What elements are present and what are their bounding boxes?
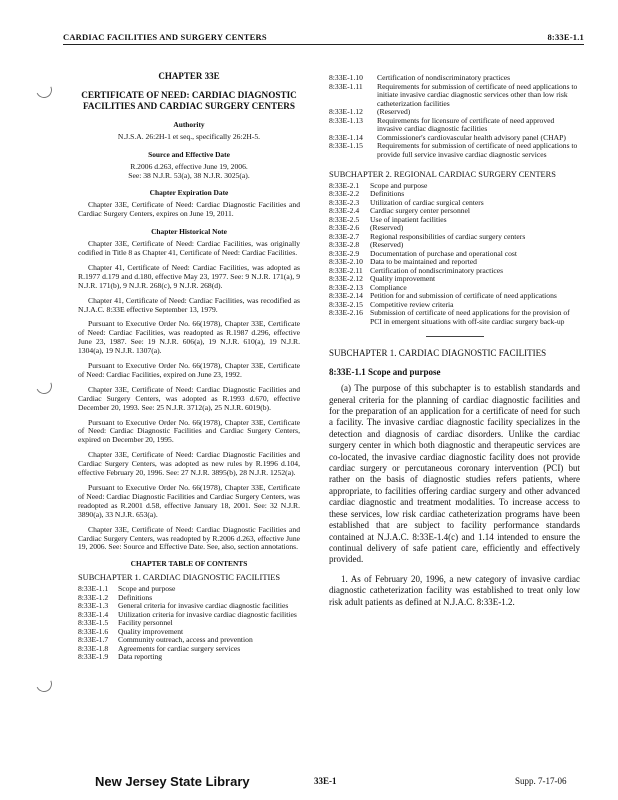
paragraph-a: (a) The purpose of this subchapter is to establish standards and general criteria for the planning of cardiac diagnostic facilities and for the preparation of an application for a certificate of need for such a facility. The invasive cardiac diagnostic facility specializes in the detection and diagnosis of cardiac disorders. Unlike the cardiac surgery center in which both diagnostic and therapeutic services are co-located, the invasive cardiac diagnostic facility does not provide cardiac surgery or percutaneous coronary intervention (PCI) but rather on the basis of diagnostic studies refers patients, where appropriate, to facilities offering cardiac surgery and other advanced cardiac diagnostic and treatment modalities. To increase access to these services, low risk cardiac catheterization programs have been established that are subject to facility performance standards contained at N.J.A.C. 8:33E-1.4(c) and 1.14 intended to ensure the continual delivery of safe patient care, efficiently and effectively provided. bbox=[329, 383, 580, 565]
library-stamp: New Jersey State Library bbox=[95, 774, 250, 789]
toc-entry: 8:33E-1.14 Commissioner's cardiovascular health advisory panel (CHAP) bbox=[329, 132, 566, 142]
historical-note: Pursuant to Executive Order No. 66(1978), Chapter 33E, Certificate of Need: Cardiac Facilities, was readopted as R.1987 d.296, effective June 23, 1987. See: 19 N.J.R. 606(a), 19 N.J.R. 610(a), 19 N.J.R. 1304(a), 19 N.J.R. 1307(a). bbox=[78, 319, 300, 356]
running-header-section: 8:33E-1.1 bbox=[547, 32, 584, 42]
historical-note: Pursuant to Executive Order No. 66(1978), Chapter 33E, Certificate of Need: Cardiac Diagnostic Facilities and Cardiac Surgery Centers, was readopted as R.2001 d.58, effective January 18, 2001. See: 32 N.J.R. 3890(a), 33 N.J.R. 653(a). bbox=[78, 483, 300, 519]
toc-entry: 8:33E-2.13 Compliance bbox=[329, 282, 407, 292]
toc-entry: 8:33E-2.1 Scope and purpose bbox=[329, 180, 428, 190]
source-line: See: 38 N.J.R. 53(a), 38 N.J.R. 3025(a). bbox=[128, 170, 250, 180]
toc-entry: 8:33E-2.7 Regional responsibilities of cardiac surgery centers bbox=[329, 231, 526, 241]
toc-subchapter-2 bbox=[329, 182, 580, 327]
punch-hole-mark bbox=[34, 674, 55, 695]
header-rule bbox=[63, 44, 584, 45]
historical-note: Pursuant to Executive Order No. 66(1978), Chapter 33E, Certificate of Need: Cardiac Diagnostic Facilities and Cardiac Surgery Centers, expired on December 20, 1995. bbox=[78, 417, 300, 445]
chapter-number: CHAPTER 33E bbox=[158, 71, 220, 81]
toc-entry: 8:33E-1.1 Scope and purpose bbox=[78, 584, 176, 594]
toc-entry: 8:33E-2.16 Submission of certificate of need applications for the provision of PCI in emergent situations with off-site cardiac surgery back-up bbox=[329, 308, 570, 326]
table-of-contents-heading: CHAPTER TABLE OF CONTENTS bbox=[130, 559, 248, 569]
authority-text: N.J.S.A. 26:2H-1 et seq., specifically 26:2H-5. bbox=[117, 131, 261, 141]
section-divider bbox=[426, 336, 484, 337]
expiration-heading: Chapter Expiration Date bbox=[149, 188, 229, 198]
left-column bbox=[78, 72, 300, 662]
toc-entry: 8:33E-1.2 Definitions bbox=[78, 592, 153, 602]
toc-entry: 8:33E-1.5 Facility personnel bbox=[78, 618, 173, 628]
toc-entry: 8:33E-2.8 (Reserved) bbox=[329, 240, 404, 250]
historical-note: Chapter 41, Certificate of Need: Cardiac Facilities, was recodified as N.J.A.C. 8:33E effective September 13, 1979. bbox=[78, 295, 300, 314]
subchapter-1-heading: SUBCHAPTER 1. CARDIAC DIAGNOSTIC FACILITIES bbox=[329, 348, 547, 359]
right-column bbox=[329, 74, 580, 616]
historical-note: Chapter 33E, Certificate of Need: Cardiac Facilities, was originally codified in Title 8 as Chapter 41, Certificate of Need: Cardiac Facilities. bbox=[78, 239, 300, 257]
toc-entry: 8:33E-1.15 Requirements for submission of certificate of need applications to provide full service invasive cardiac diagnostic services bbox=[329, 141, 578, 159]
punch-hole-mark bbox=[34, 376, 55, 397]
historical-note: Chapter 33E, Certificate of Need: Cardiac Diagnostic Facilities and Cardiac Surgery Centers, was adopted as new rules by R.1996 d.104, effective February 20, 1996. See: 27 N.J.R. 3895(b), 28 N.J.R. 1252(a). bbox=[78, 450, 300, 478]
toc-entry: 8:33E-1.11 Requirements for submission of certificate of need applications to initiate invasive cardiac diagnostic services other than low risk catheterization facilities bbox=[329, 81, 578, 108]
section-heading: 8:33E-1.1 Scope and purpose bbox=[329, 367, 441, 378]
historical-note: Chapter 41, Certificate of Need: Cardiac Facilities, was adopted as R.1977 d.179 and d.180, effective May 23, 1977. See: 9 N.J.R. 171(a), 9 N.J.R. 171(b), 9 N.J.R. 268(c), 9 N.J.R. 268(d). bbox=[78, 262, 300, 290]
punch-hole-mark bbox=[34, 80, 55, 101]
toc-subchapter-1-continued bbox=[329, 74, 580, 159]
toc-entry: 8:33E-2.9 Documentation of purchase and operational cost bbox=[329, 248, 517, 258]
toc-entry: 8:33E-2.3 Utilization of cardiac surgical centers bbox=[329, 197, 484, 207]
toc-entry: 8:33E-2.12 Quality improvement bbox=[329, 274, 436, 284]
toc-entry: 8:33E-2.11 Certification of nondiscriminatory practices bbox=[329, 265, 504, 275]
expiration-text: Chapter 33E, Certificate of Need: Cardiac Diagnostic Facilities and Cardiac Surgery Centers, expires on June 19, 2011. bbox=[78, 200, 300, 219]
toc-entry: 8:33E-2.10 Data to be maintained and reported bbox=[329, 257, 477, 267]
toc-entry: 8:33E-2.14 Petition for and submission of certificate of need applications bbox=[329, 291, 557, 301]
toc-subchapter-1 bbox=[78, 585, 300, 662]
toc-entry: 8:33E-1.12 (Reserved) bbox=[329, 107, 411, 116]
page-number: 33E-1 bbox=[314, 776, 337, 786]
toc-entry: 8:33E-1.3 General criteria for invasive cardiac diagnostic facilities bbox=[78, 601, 289, 611]
historical-note: Chapter 33E, Certificate of Need: Cardiac Diagnostic Facilities and Cardiac Surgery Centers, was readopted by R.2006 d.263, effective June 19, 2006. See: Source and Effective Date. See, also, section annotations. bbox=[78, 524, 300, 552]
running-header-title: CARDIAC FACILITIES AND SURGERY CENTERS bbox=[63, 32, 267, 42]
toc-entry: 8:33E-1.9 Data reporting bbox=[78, 652, 163, 662]
source-heading: Source and Effective Date bbox=[148, 149, 230, 159]
subchapter-2-toc-title: SUBCHAPTER 2. REGIONAL CARDIAC SURGERY CENTERS bbox=[329, 170, 556, 179]
authority-heading: Authority bbox=[173, 119, 205, 129]
toc-entry: 8:33E-1.6 Quality improvement bbox=[78, 626, 184, 636]
paragraph-1: 1. As of February 20, 1996, a new category of invasive cardiac diagnostic catheterization facility was established to treat only low risk adult patients as defined at N.J.A.C. 8:33E-1.2. bbox=[329, 573, 580, 607]
toc-entry: 8:33E-2.2 Definitions bbox=[329, 189, 405, 199]
subchapter-1-toc-title: SUBCHAPTER 1. CARDIAC DIAGNOSTIC FACILITIES bbox=[78, 573, 281, 583]
toc-entry: 8:33E-1.4 Utilization criteria for invasive cardiac diagnostic facilities bbox=[78, 609, 297, 619]
toc-entry: 8:33E-2.4 Cardiac surgery center personnel bbox=[329, 206, 471, 216]
toc-entry: 8:33E-1.8 Agreements for cardiac surgery services bbox=[78, 643, 241, 653]
toc-entry: 8:33E-2.6 (Reserved) bbox=[329, 223, 404, 233]
historical-note-heading: Chapter Historical Note bbox=[151, 227, 227, 237]
historical-note: Pursuant to Executive Order No. 66(1978), Chapter 33E, Certificate of Need: Cardiac Facilities, expired on June 23, 1992. bbox=[78, 361, 300, 379]
toc-entry: 8:33E-2.15 Competitive review criteria bbox=[329, 299, 454, 309]
chapter-title: CERTIFICATE OF NEED: CARDIAC DIAGNOSTIC FACILITIES AND CARDIAC SURGERY CENTERS bbox=[81, 89, 297, 111]
supplement-date: Supp. 7-17-06 bbox=[515, 776, 567, 786]
toc-entry: 8:33E-1.13 Requirements for licensure of certificate of need approved invasive cardiac diagnostic facilities bbox=[329, 115, 555, 133]
toc-entry: 8:33E-1.7 Community outreach, access and prevention bbox=[78, 635, 253, 645]
historical-note: Chapter 33E, Certificate of Need: Cardiac Diagnostic Facilities and Cardiac Surgery Centers, was adopted as R.1993 d.670, effective December 20, 1993. See: 25 N.J.R. 3712(a), 25 N.J.R. 6019(b). bbox=[78, 384, 300, 412]
source-line: R.2006 d.263, effective June 19, 2006. bbox=[130, 161, 248, 171]
running-header bbox=[63, 32, 584, 42]
toc-entry: 8:33E-2.5 Use of inpatient facilities bbox=[329, 214, 447, 224]
toc-entry: 8:33E-1.10 Certification of nondiscriminatory practices bbox=[329, 73, 511, 82]
